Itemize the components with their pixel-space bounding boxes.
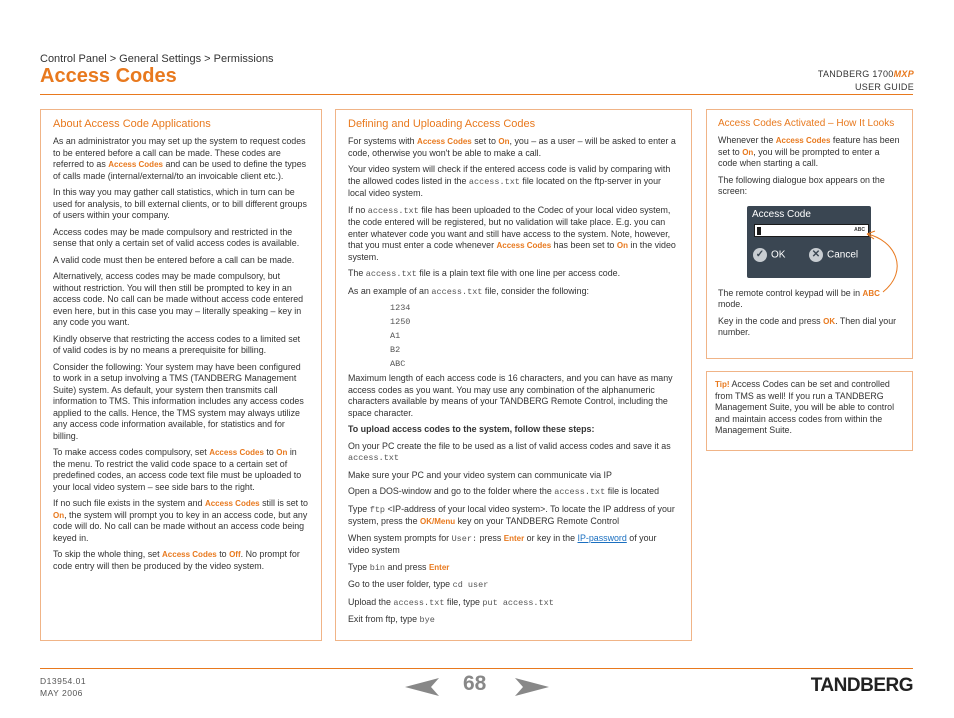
example-code: ABC [390,359,406,369]
step-item: Exit from ftp, type bye [348,614,435,625]
how-paragraph: Whenever the Access Codes feature has been set to On, you will be prompted to enter a code when starting a call. [718,135,900,168]
previous-page-arrow-icon[interactable] [405,677,439,697]
how-paragraph: Key in the code and press OK. Then dial your number. [718,315,897,337]
about-paragraph: Consider the following: Your system may have been configured to work in a setup involving a TMS (TANDBERG Management Suite) system. As default, your system then transmits call information to TMS. This information includes any access codes applied to the calls. Hence, the TMS system may always utilize any access code information available, for statistics and for billing. [53,361,304,441]
about-paragraph: In this way you may gather call statistics, which in turn can be used for analysis, to bill external clients, or to bill different groups of users within your company. [53,187,307,220]
defining-uploading-panel [335,109,692,641]
about-paragraph: To skip the whole thing, set Access Codes to Off. No prompt for code entry will then be produced by the video system. [53,549,300,571]
next-page-arrow-icon[interactable] [515,677,549,697]
defining-paragraph: The access.txt file is a plain text file with one line per access code. [348,268,621,279]
document-info [40,675,86,699]
steps-heading: To upload access codes to the system, follow these steps: [348,424,595,434]
step-item: Go to the user folder, type cd user [348,579,489,590]
step-item: Upload the access.txt file, type put access.txt [348,596,554,608]
defining-paragraph: Your video system will check if the entered access code is valid by comparing with the allowed codes listed in the access.txt file located on the ftp-server in your local video system. [348,164,671,198]
product-subtitle: USER GUIDE [854,82,914,92]
cancel-button[interactable]: ✕ Cancel [809,248,858,266]
step-item: Make sure your PC and your video system can communicate via IP [348,469,612,480]
product-name: TANDBERG 1700 [817,69,894,79]
about-heading: About Access Code Applications [53,118,211,130]
defining-heading: Defining and Uploading Access Codes [348,118,536,130]
how-it-looks-heading: Access Codes Activated – How It Looks [718,118,895,129]
how-paragraph: The remote control keypad will be in ABC mode. [718,287,880,309]
footer-divider [40,668,913,669]
step-item: Type bin and press Enter [348,561,450,573]
ok-button[interactable]: ✓ OK [753,248,785,266]
input-mode-indicator: ABC [854,226,865,233]
tip-text: Tip! Access Codes can be set and controlled from TMS as well! If you run a TANDBERG Management Suite, you will be able to control and maintain access codes from within the Management Suite. [715,379,895,435]
document-id: D13954.01 [40,676,87,686]
how-paragraph: The following dialogue box appears on the screen: [718,174,885,196]
defining-paragraph: For systems with Access Codes set to On, you – as a user – will be asked to enter a code, otherwise you won't be able to make a call. [348,136,676,158]
about-paragraph: A valid code must then be entered before a call can be made. [53,254,295,265]
document-date: MAY 2006 [40,688,83,698]
product-suffix: MXP [893,69,914,79]
step-item: Type ftp <IP-address of your local video system>. To locate the IP address of your system, press the OK/Menu key on your TANDBERG Remote Control [348,503,675,526]
about-paragraph: If no such file exists in the system and Access Codes still is set to On, the system will prompt you to key in an access code, but any code will do. No call can be made without an access code being keyed in. [53,498,308,543]
access-code-input[interactable] [754,224,869,237]
about-paragraph: To make access codes compulsory, set Access Codes to On in the menu. To restrict the valid code space to a certain set of predefined codes, an access code text file must be uploaded to your local video system – see side bars to the right. [53,447,302,492]
tip-box [706,371,913,451]
breadcrumb: Control Panel > General Settings > Permissions [40,53,274,65]
step-item: On your PC create the file to be used as a list of valid access codes and save it as access.txt [348,440,671,463]
access-code-dialog [747,206,871,278]
defining-paragraph: Maximum length of each access code is 16 characters, and you can have as many access codes as you want. You may use any combination of the alphanumeric characters available by means of your TANDBERG Remote Control, including the space character. [348,373,673,418]
about-paragraph: Kindly observe that restricting the access codes to a limited set of valid codes is by no means a prerequisite for billing. [53,333,301,355]
defining-paragraph: If no access.txt file has been uploaded to the Codec of your local video system, the code entered will be registered, but no validation will take place. E.g. you can enter whatever code you want and still have access to the system. Note, however, that you must enter a code whenever Access Codes has been set to On in the video system. [348,204,676,262]
header-divider [40,94,913,95]
example-code: 1234 [390,303,411,313]
step-item: When system prompts for User: press Enter or key in the IP-password of your video system [348,532,657,555]
tandberg-logo: TANDBERG [810,675,913,696]
defining-paragraph: As an example of an access.txt file, consider the following: [348,285,589,297]
example-code: 1250 [390,317,411,327]
page-title: Access Codes [40,65,177,87]
about-access-codes-panel [40,109,322,641]
about-paragraph: Access codes may be made compulsory and restricted in the sense that only a certain set of valid access codes is available. [53,226,300,248]
example-code: A1 [390,331,401,341]
check-icon: ✓ [753,248,767,262]
page-number: 68 [463,672,487,695]
example-code: B2 [390,345,401,355]
about-paragraph: As an administrator you may set up the system to request codes to be entered before a call can be made. These codes are referred to as Access Codes and can be used to define the types of calls made (internal/external/to an invoicable client etc.). [53,136,307,181]
dialog-title: Access Code [752,208,811,220]
step-item: Open a DOS-window and go to the folder where the access.txt file is located [348,486,660,497]
close-icon: ✕ [809,248,823,262]
text-cursor [757,227,761,235]
product-label [818,68,914,94]
about-paragraph: Alternatively, access codes may be made compulsory, but without restriction. You will then still be prompted to key in an access code. No call can be made without access code entered even here, but in this case you may – literally speaking – key in any code you want. [53,271,304,327]
ip-password-link[interactable]: IP-password [577,532,627,543]
callout-arrow [855,220,915,305]
